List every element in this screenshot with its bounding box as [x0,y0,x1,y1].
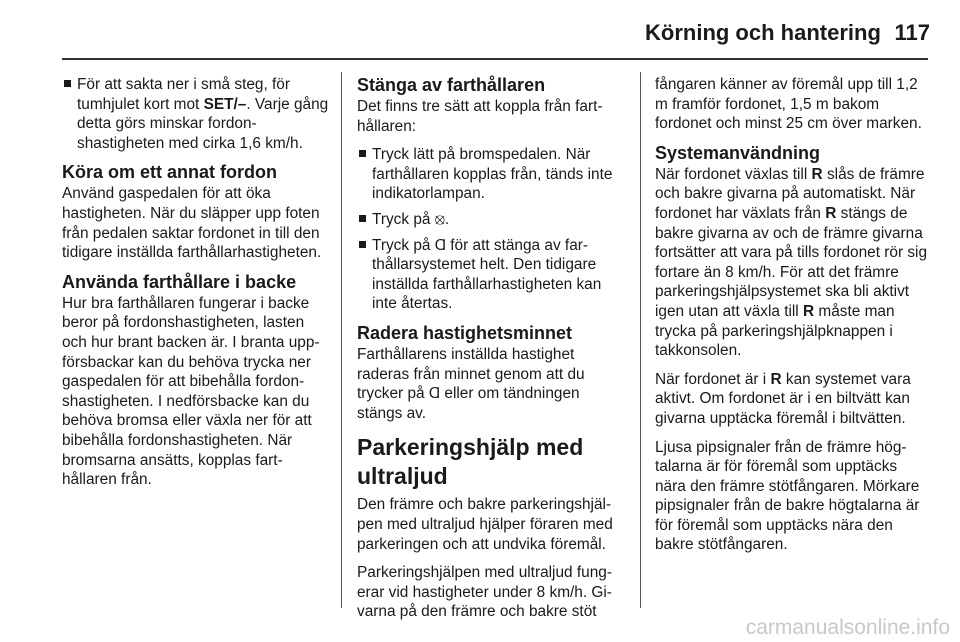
paragraph [357,345,625,423]
paragraph-text: måste man trycka på parkeringshjälpknappen i takkonsolen. [655,302,895,360]
section-heading: Använda farthållare i backe [62,271,297,292]
paragraph [655,370,928,429]
page-title: Körning och hantering [645,20,881,45]
list-item-text: Tryck lätt på bromspedalen. När farthållaren kopplas från, tänds inte indikatorlampan. [372,146,613,203]
section-heading: Stänga av farthållaren [357,75,546,95]
gear-r-label: R [811,165,823,183]
bullet-icon [359,215,366,222]
list-item-text: . Varje gång detta görs minskar fordonshastigheten med cirka 1,6 km/h. [77,95,329,152]
paragraph-text: stängs de bakre givarna av och de främre givarna fortsätter att vara på tills fordonet rör sig fortare än 8 km/h. För att det främre parkeringshjälpsystemet ska bli aktivt igen utan att växla till [655,204,928,320]
list-item [357,210,625,230]
gear-r-label: R [770,370,782,388]
bullet-icon [359,241,366,248]
paragraph [655,165,928,361]
cruise-control-icon: Ɑ [434,236,446,254]
bullet-list [62,75,332,153]
paragraph-text: kan systemet vara aktivt. Om fordonet är i en biltvätt kan givarna upptäcka föremål i biltvätten. [655,370,911,427]
column-divider-2 [640,72,641,608]
list-item [62,75,332,153]
paragraph-text: Farthållarens inställda hastighet raderas från minnet genom att du trycker på [357,345,585,403]
paragraph: Hur bra farthållaren fungerar i backe beror på fordonshastigheten, lasten och hur brant backen är. I branta uppförsbackar kan du behöva trycka ner gaspedalen för att bibehålla fordonshastigheten. I nedförsbacke kan du behöva bromsa eller växla ner för att bibehålla fordonshastigheten. När bromsarna ansätts, kopplas farthållaren från. [62,294,320,489]
button-label: SET/– [203,95,247,113]
list-item-text: Tryck på [372,210,435,228]
page-number: 117 [894,20,930,45]
paragraph: Det finns tre sätt att koppla från farthållaren: [357,98,603,135]
column-3 [655,75,928,564]
chapter-heading: Parkeringshjälp med ultraljud [357,434,584,490]
section-heading: Systemanvändning [655,142,821,163]
bullet-icon [64,80,71,87]
header-divider [62,58,928,60]
section-heading: Köra om ett annat fordon [62,162,277,183]
cruise-control-icon: Ɑ [428,385,441,403]
paragraph: Använd gaspedalen för att öka hastigheten. När du släpper upp foten från pedalen saktar fordonet in till den tidigare inställda farthållarhastigheten. [62,185,322,262]
paragraph: Ljusa pipsignaler från de främre högtalarna är för föremål som upptäcks nära den främre stötfångaren. Mörkare pipsignaler från de bakre högtalarna är för föremål som upptäcks nära den bakre stötfångaren. [655,438,920,554]
paragraph: Den främre och bakre parkeringshjälpen med ultraljud hjälper föraren med parkeringen och att undvika föremål. [357,496,613,553]
paragraph: Parkeringshjälpen med ultraljud fungerar vid hastigheter under 8 km/h. Givarna på den främre och bakre stöt [357,564,612,621]
watermark: carmanualsonline.info [745,616,950,639]
column-divider-1 [341,72,342,608]
list-item-text: . [444,210,450,228]
paragraph-text: När fordonet växlas till [655,165,812,183]
list-item-text: Tryck på [372,236,435,254]
paragraph-text: eller om tändningen stängs av. [357,385,580,422]
column-1 [62,75,332,499]
gear-r-label: R [803,302,815,320]
list-item [357,145,625,204]
section-heading: Radera hastighetsminnet [357,322,573,343]
paragraph-text: När fordonet är i [655,370,771,388]
bullet-list [357,145,625,314]
list-item [357,236,625,314]
gear-r-label: R [825,204,837,222]
paragraph: fångaren känner av föremål upp till 1,2 m framför fordonet, 1,5 m bakom fordonet och minst 25 cm över marken. [655,76,922,133]
list-item-text: För att sakta ner i små steg, för tumhjulet kort mot [77,76,290,113]
list-item-text: för att stänga av farthållarsystemet helt. Den tidigare inställda farthållarhastigheten kan inte återtas. [372,236,602,313]
column-2 [357,75,625,631]
paragraph-text: slås de främre och bakre givarna på automatiskt. När fordonet har växlats från [655,165,925,222]
bullet-icon [359,150,366,157]
cancel-icon: ⦻ [434,210,445,228]
